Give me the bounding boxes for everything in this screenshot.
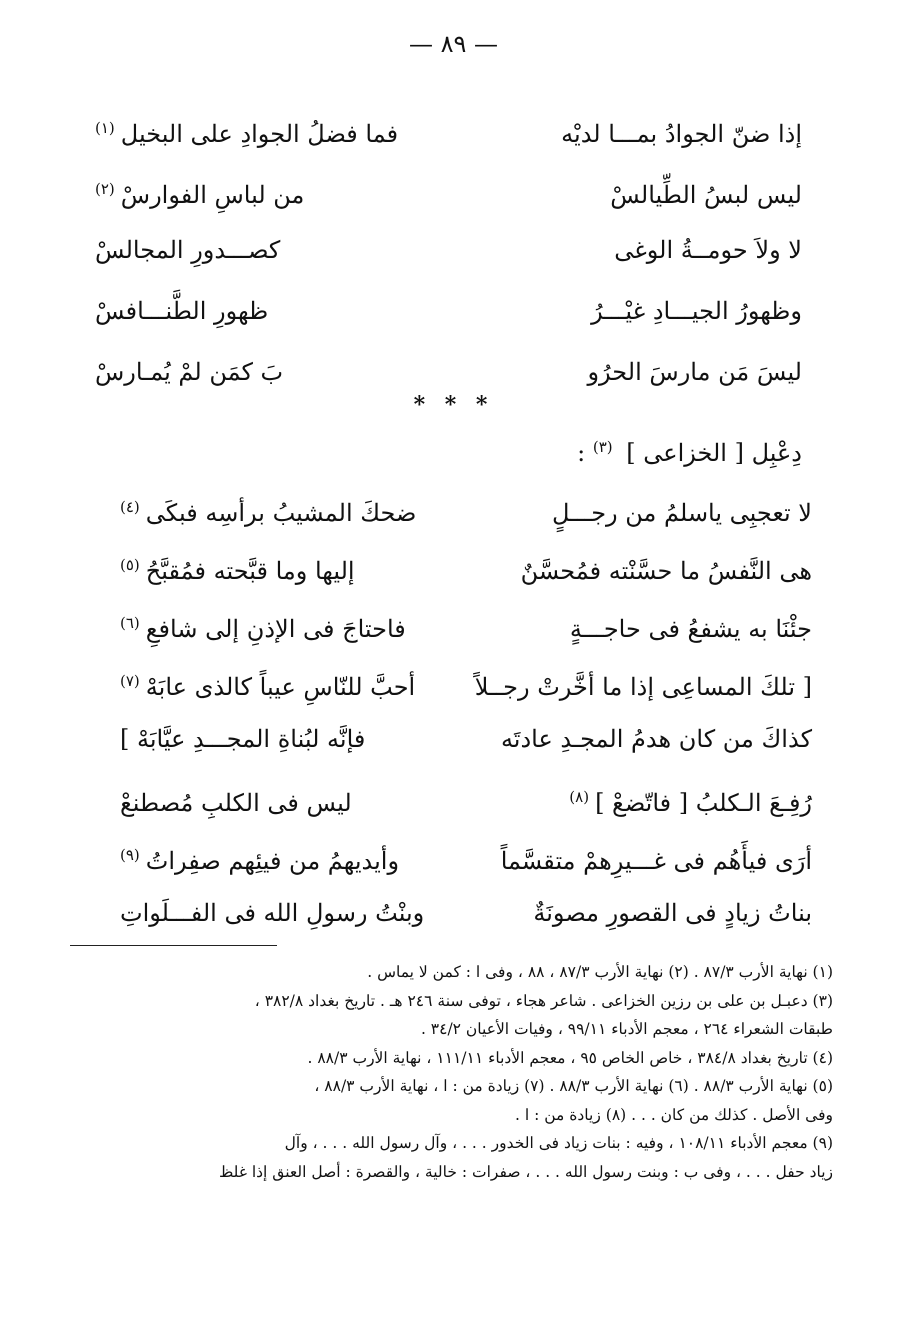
hemistich-first: جئْنَا به يشفعُ فى حاجـــةٍ (569, 615, 812, 643)
footnote-line: زياد حفل . . . ، وفى ب : وبنت رسول الله . . . ، صفرات : خالية ، والقصرة : أصل العنق إذا غلظ (218, 1162, 833, 1181)
hemistich-second: ظهورِ الطَّنـــافسْ (95, 297, 269, 325)
verse (120, 710, 812, 768)
verse (120, 594, 812, 652)
hemistich-first: لا تعجبِى ياسلمُ من رجـــلٍ (551, 499, 812, 527)
hemistich-second: من لباسِ الفوارسْ$^{(٢)}$ (95, 180, 305, 209)
footnote-line: (٥) نهاية الأرب ٨٨/٣ . (٦) نهاية الأرب ٨٨/٣ . (٧) زيادة من : ا ، نهاية الأرب ٨٨/٣ ، (314, 1077, 833, 1095)
hemistich-first: [ تلكَ المساعِى إذا ما أخَّرتْ رجــلاً (474, 673, 812, 701)
footnote-reference: (٣) (592, 438, 613, 456)
verse (95, 281, 802, 342)
hemistich-first: بناتُ زيادٍ فى القصورِ مصونَةٌ (533, 899, 812, 927)
poem-1 (95, 98, 802, 403)
footnote-line: طبقات الشعراء ٢٦٤ ، معجم الأدباء ٩٩/١١ ، وفيات الأعيان ٣٤/٢ . (420, 1020, 833, 1038)
poet-name: دِعْبِل [ الخزاعى ] (626, 439, 802, 467)
hemistich-first: إذا ضنّ الجوادُ بمـــا لديْه (561, 120, 802, 148)
footnote-line: (٩) معجم الأدباء ١٠٨/١١ ، وفيه : بنات زياد فى الخدور . . . ، وآل رسول الله . . . ، وآل (284, 1134, 833, 1152)
hemistich-first: أرَى فيأَهُم فى غـــيرِهمْ متقسَّماً (500, 847, 812, 875)
footnote-reference: (٨) (569, 788, 590, 806)
hemistich-first: رُفِـعَ الـكلبُ [ فاتّضعْ ]$^{(٨)}$ (569, 788, 812, 817)
footnote-reference: (٢) (95, 180, 115, 198)
footnote-reference: (٧) (120, 672, 140, 690)
hemistich-second: كصـــدورِ المجالسْ (95, 236, 281, 264)
footnote-line: (٣) دعبـل بن على بن رزين الخزاعى . شاعر هجاء ، توفى سنة ٢٤٦ هـ . تاريخ بغداد ٣٨٢/٨ ، (254, 991, 833, 1010)
hemistich-second: ليس فى الكلبِ مُصطنعْ (120, 789, 352, 817)
poet-heading (577, 438, 802, 467)
verse (120, 478, 812, 536)
page-number: — ٨٩ — (408, 30, 499, 58)
hemistich-second: بَ كمَن لمْ يُمـارسْ (95, 358, 284, 386)
hemistich-first: ليس لبسُ الطِّيالسْ (610, 181, 802, 209)
hemistich-second: إليها وما قبَّحته فمُقبَّحُ$^{(٥)}$ (120, 556, 355, 585)
footnote-line: (١) نهاية الأرب ٨٧/٣ . (٢) نهاية الأرب ٨٧/٣ ، ٨٨ ، وفى ا : كمن لا يماس . (367, 963, 833, 981)
verse (120, 768, 812, 826)
verse (120, 652, 812, 710)
hemistich-second: وبنْتُ رسولِ الله فى الفـــلَواتِ (120, 899, 425, 927)
verse (95, 159, 802, 220)
verse (120, 536, 812, 594)
hemistich-first: لا ولاَ حومــةُ الوغى (614, 236, 802, 264)
hemistich-second: ضحكَ المشيبُ برأسِه فبكَى$^{(٤)}$ (120, 498, 417, 527)
footnote-reference: (٥) (120, 556, 140, 574)
verse (120, 826, 812, 884)
footnote-reference: (٤) (120, 498, 140, 516)
footnote-reference: (٩) (120, 846, 140, 864)
footnote-reference: (٦) (120, 614, 140, 632)
hemistich-second: فإنَّه لبُناةِ المجـــدِ عيَّابَهْ ] (120, 725, 366, 753)
footnote-line: (٤) تاريخ بغداد ٣٨٤/٨ ، خاص الخاص ٩٥ ، معجم الأدباء ١١١/١١ ، نهاية الأرب ٨٨/٣ . (307, 1048, 833, 1067)
hemistich-first: ليسَ مَن مارسَ الحرُو (587, 358, 802, 386)
hemistich-second: فما فضلُ الجوادِ على البخيل$^{(١)}$ (95, 119, 399, 148)
hemistich-first: هى النَّفسُ ما حسَّنْته فمُحسَّنٌ (520, 557, 812, 585)
footnotes (72, 958, 833, 1186)
heading-colon: : (577, 439, 586, 467)
poem-2 (120, 478, 812, 942)
verse (95, 220, 802, 281)
verse (120, 884, 812, 942)
footnote-reference: (١) (95, 119, 115, 137)
section-separator: * * * (413, 392, 494, 418)
verse (95, 98, 802, 159)
hemistich-second: فاحتاجَ فى الإذنِ إلى شافعِ$^{(٦)}$ (120, 614, 406, 643)
hemistich-first: كذاكَ من كان هدمُ المجـدِ عادتَه (500, 725, 812, 753)
footnote-line: وفى الأصل . كذلك من كان . . . (٨) زيادة من : ا . (515, 1105, 833, 1124)
hemistich-second: أحبَّ للنّاسِ عيباً كالذى عابَهْ$^{(٧)}$ (120, 672, 416, 701)
footnote-divider (70, 945, 277, 946)
hemistich-first: وظهورُ الجيـــادِ غيْـــرُ (591, 297, 802, 325)
hemistich-second: وأيديهمُ من فيئِهم صفِراتُ$^{(٩)}$ (120, 846, 400, 875)
